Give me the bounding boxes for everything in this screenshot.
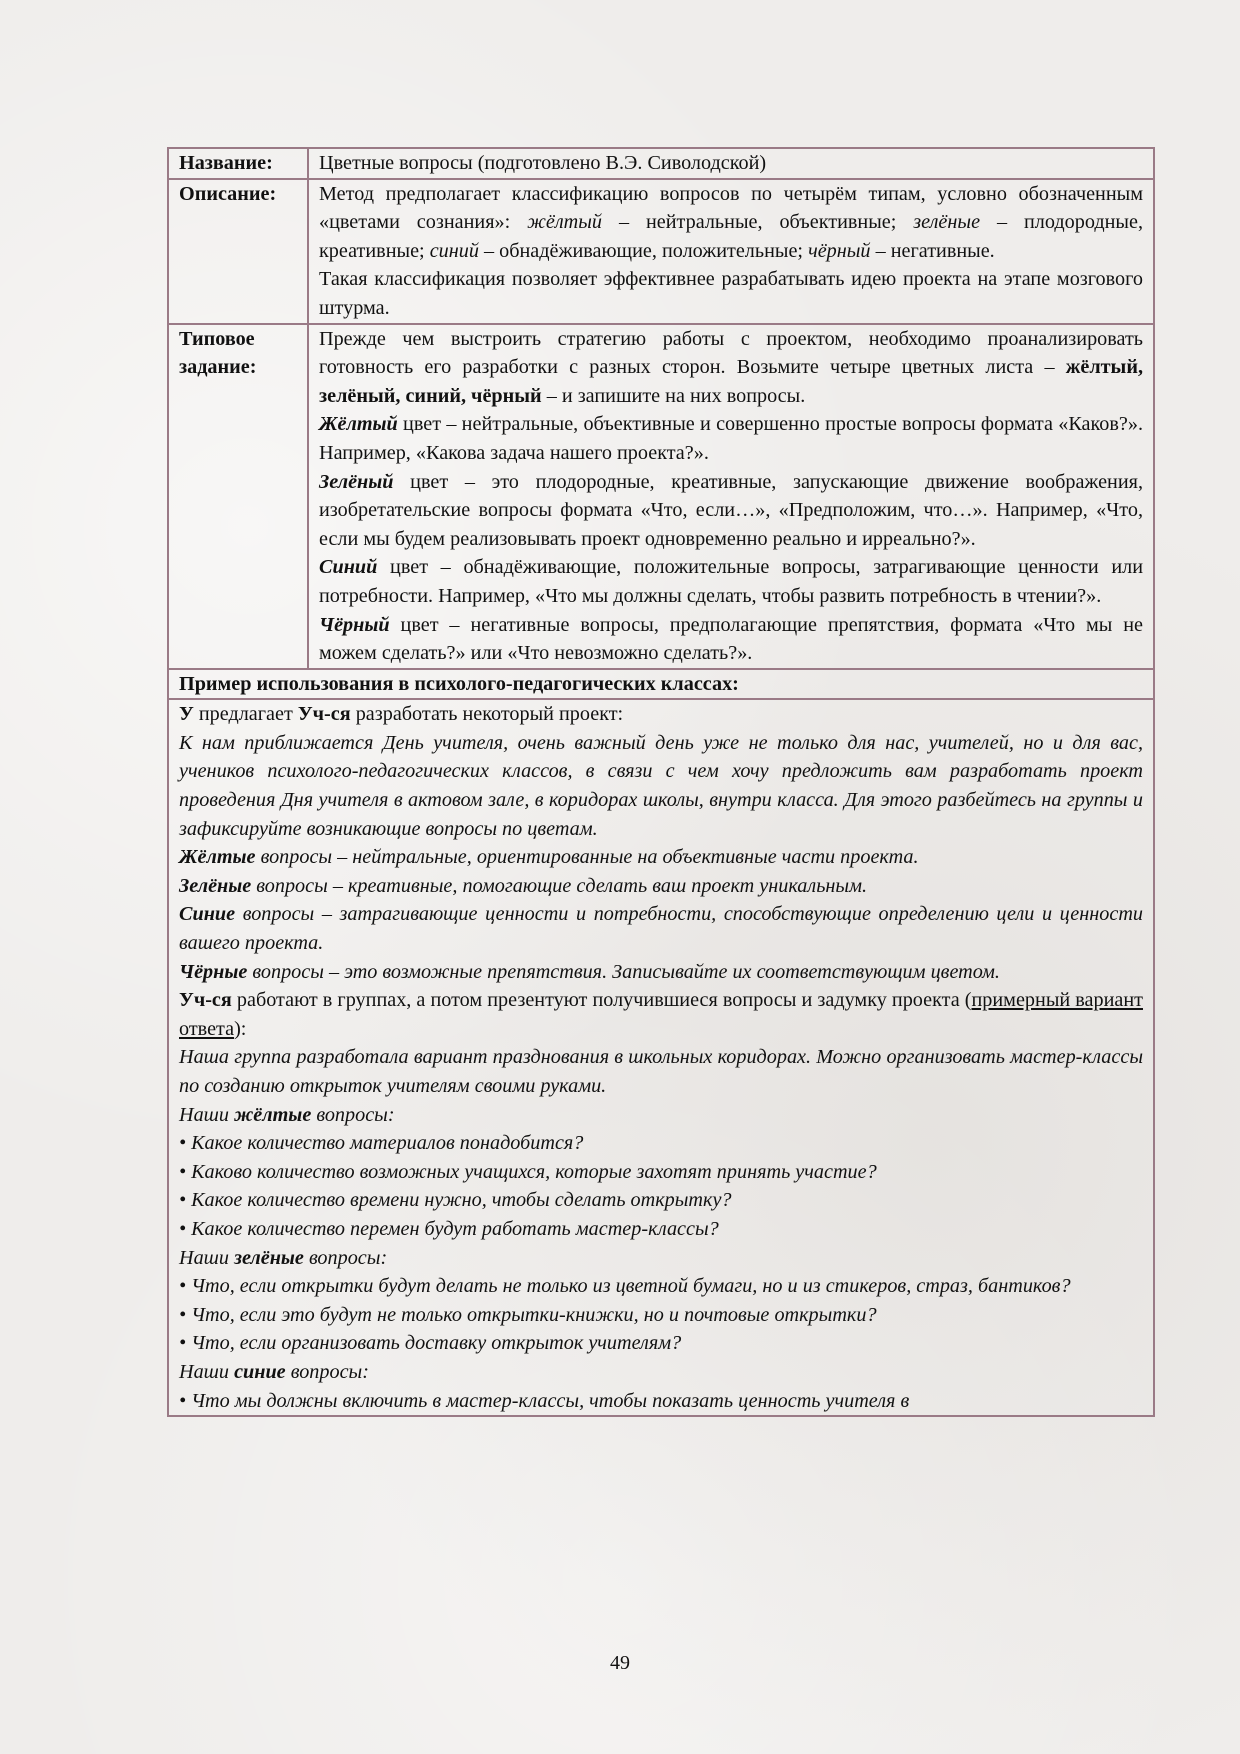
task-blue: Синий цвет – обнадёживающие, положительные вопросы, затрагивающие ценности или потребности. Например, «Что мы должны сделать, чтобы развить потребность в чтении?». — [319, 556, 1143, 607]
example-black: Чёрные вопросы – это возможные препятствия. Записывайте их соответствующим цветом. — [179, 960, 1000, 983]
list-item: • Каково количество возможных учащихся, которые захотят принять участие? — [179, 1160, 877, 1183]
task-green: Зелёный цвет – это плодородные, креативные, запускающие движение воображения, изобретательские вопросы формата «Что, если…», «Предположим, что…». Например, «Что, если мы будем реализовывать проект одновременно реально и ирреально?». — [319, 470, 1143, 550]
description-value — [308, 179, 1154, 324]
list-item: • Что, если организовать доставку открыток учителям? — [179, 1332, 682, 1355]
method-table — [167, 147, 1155, 1417]
list-item: • Что, если это будут не только открытки-книжки, но и почтовые открытки? — [179, 1303, 877, 1326]
list-item: • Какое количество перемен будут работать мастер-классы? — [179, 1217, 719, 1240]
list-item: • Что мы должны включить в мастер-классы, чтобы показать ценность учителя в — [179, 1389, 910, 1412]
example-header: Пример использования в психолого-педагогических классах: — [168, 669, 1154, 700]
description-paragraph-2: Такая классификация позволяет эффективнее разрабатывать идею проекта на этапе мозгового штурма. — [319, 268, 1143, 319]
name-value: Цветные вопросы (подготовлено В.Э. Сиволодской) — [308, 148, 1154, 179]
page-number: 49 — [610, 1652, 630, 1674]
row-example-header — [168, 669, 1154, 700]
row-name — [168, 148, 1154, 179]
row-description — [168, 179, 1154, 324]
description-paragraph-1: Метод предполагает классификацию вопросов по четырём типам, условно обозначенным «цветами сознания»: жёлтый – нейтральные, объективные; зелёные – плодородные, креативные; синий – обнадёживающие, положительные; чёрный – негативные. — [319, 182, 1143, 262]
example-yellow: Жёлтые вопросы – нейтральные, ориентированные на объективные части проекта. — [179, 846, 919, 869]
example-body — [168, 699, 1154, 1416]
yellow-questions-heading: Наши жёлтые вопросы: — [179, 1103, 395, 1126]
task-label: Типовое задание: — [168, 324, 308, 669]
task-yellow: Жёлтый цвет – нейтральные, объективные и совершенно простые вопросы формата «Каков?». Например, «Какова задача нашего проекта?». — [319, 413, 1143, 464]
example-task-text: К нам приближается День учителя, очень важный день уже не только для нас, учителей, но и для вас, учеников психолого-педагогических классов, в связи с чем хочу предложить вам разработать проект проведения Дня учителя в актовом зале, в коридорах школы, внутри класса. Для этого разбейтесь на группы и зафиксируйте возникающие вопросы по цветам. — [179, 731, 1143, 840]
example-students: Уч-ся работают в группах, а потом презентуют получившиеся вопросы и задумку проекта (примерный вариант ответа): — [179, 989, 1143, 1040]
list-item: • Какое количество времени нужно, чтобы сделать открытку? — [179, 1189, 732, 1212]
green-questions-heading: Наши зелёные вопросы: — [179, 1246, 388, 1269]
task-value — [308, 324, 1154, 669]
task-black: Чёрный цвет – негативные вопросы, предполагающие препятствия, формата «Что мы не можем сделать?» или «Что невозможно сделать?». — [319, 613, 1143, 665]
row-example — [168, 699, 1154, 1416]
example-intro: У предлагает Уч-ся разработать некоторый проект: — [179, 703, 624, 726]
description-label: Описание: — [168, 179, 308, 324]
row-task — [168, 324, 1154, 669]
list-item: • Какое количество материалов понадобится? — [179, 1132, 584, 1155]
sample-answer-link: примерный вариант ответа — [179, 989, 1143, 1040]
task-intro: Прежде чем выстроить стратегию работы с проектом, необходимо проанализировать готовность его разработки с разных сторон. Возьмите четыре цветных листа – жёлтый, зелёный, синий, чёрный – и запишите на них вопросы. — [319, 327, 1143, 407]
blue-questions-heading: Наши синие вопросы: — [179, 1360, 369, 1383]
example-blue: Синие вопросы – затрагивающие ценности и потребности, способствующие определению цели и ценности вашего проекта. — [179, 903, 1143, 955]
list-item: • Что, если открытки будут делать не только из цветной бумаги, но и из стикеров, страз, бантиков? — [179, 1275, 1071, 1298]
example-green: Зелёные вопросы – креативные, помогающие сделать ваш проект уникальным. — [179, 874, 868, 897]
name-label: Название: — [168, 148, 308, 179]
example-answer: Наша группа разработала вариант празднования в школьных коридорах. Можно организовать мастер-классы по созданию открыток учителям своими руками. — [179, 1046, 1143, 1097]
